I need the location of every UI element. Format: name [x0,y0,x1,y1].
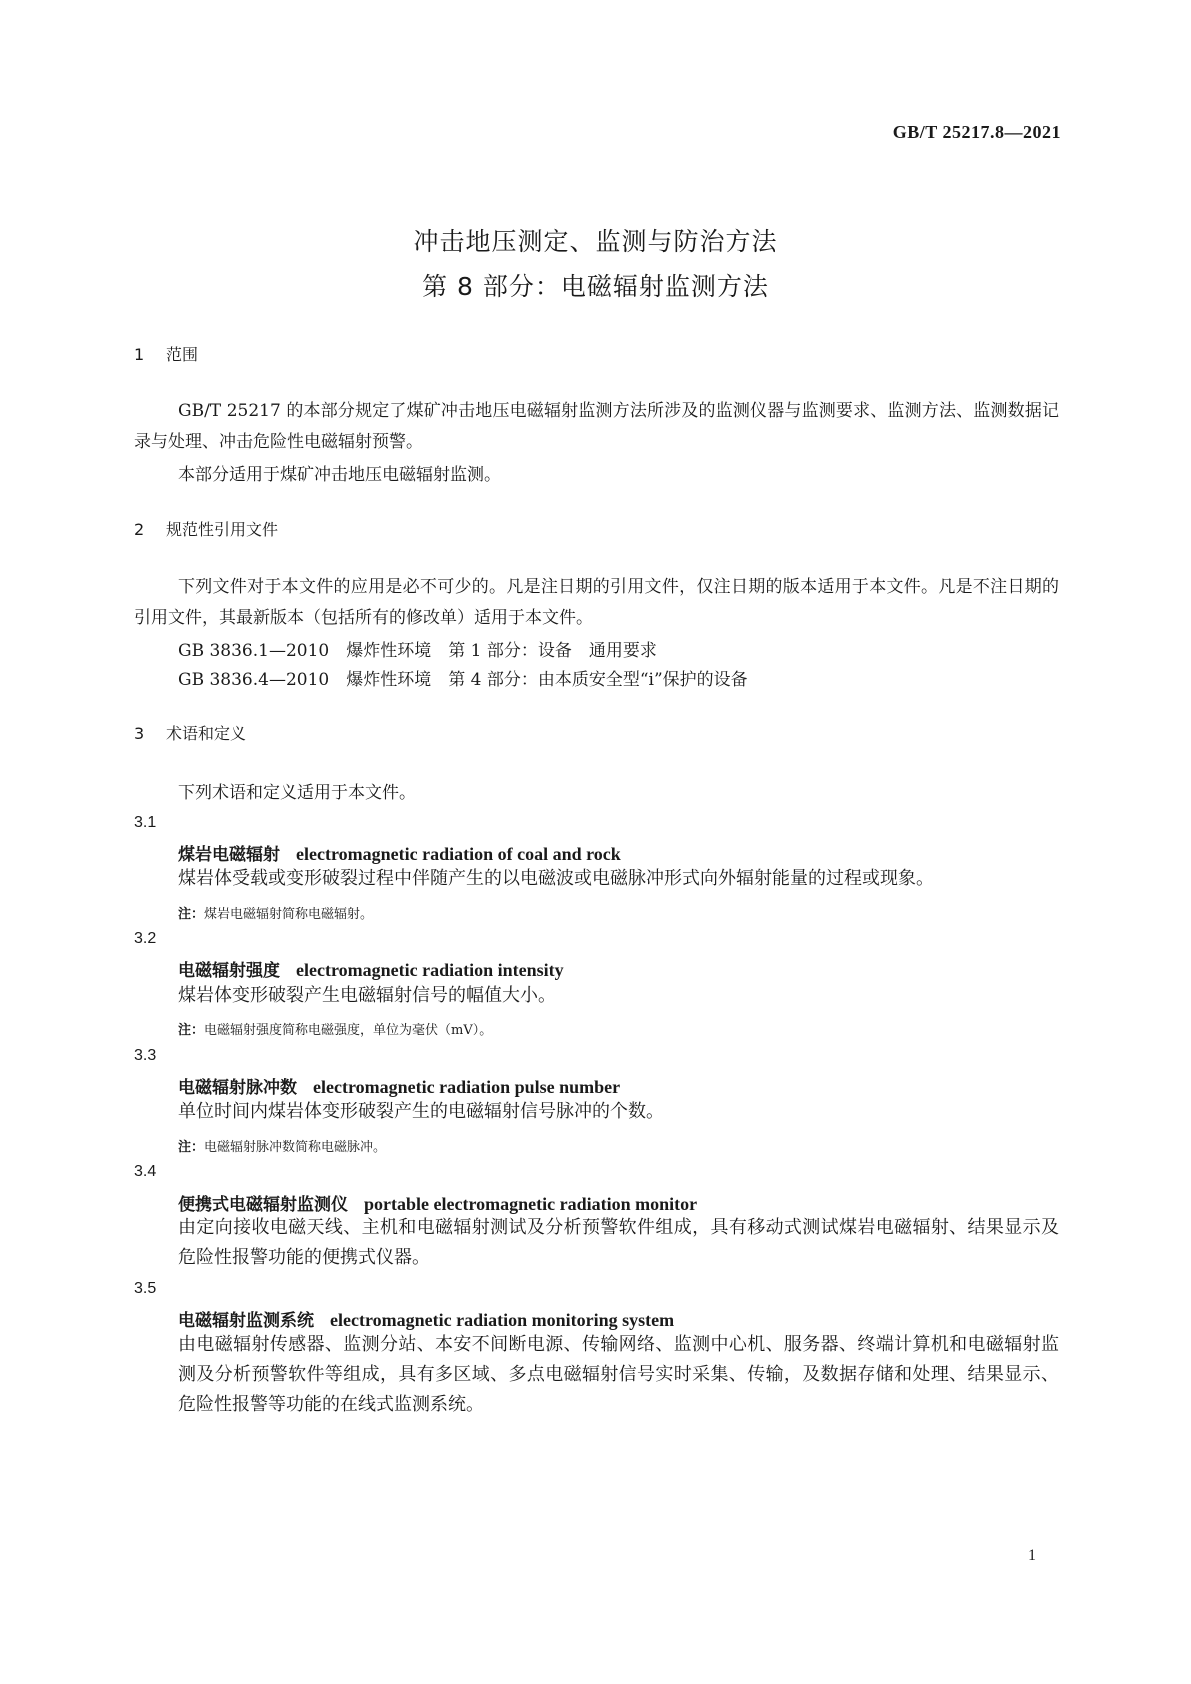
references-paragraph: 下列文件对于本文件的应用是必不可少的。凡是注日期的引用文件，仅注日期的版本适用于本文件。凡是不注日期的引用文件，其最新版本（包括所有的修改单）适用于本文件。 [134,577,1059,628]
scope-paragraph-1: GB/T 25217 的本部分规定了煤矿冲击地压电磁辐射监测方法所涉及的监测仪器与监测要求、监测方法、监测数据记录与处理、冲击危险性电磁辐射预警。 [134,401,1059,452]
clause-number: 3.2 [134,930,157,947]
document-title-line2: 第 8 部分：电磁辐射监测方法 [422,272,769,301]
term-chinese: 煤岩电磁辐射 [178,845,280,865]
note-text: 煤岩电磁辐射简称电磁辐射。 [204,907,374,922]
section-number: 3 [134,724,145,743]
section-heading-scope [134,342,198,365]
document-code: GB/T 25217.8—2021 [892,122,1061,142]
term-entry [178,956,564,981]
section-number: 1 [134,345,145,364]
note-text: 电磁辐射脉冲数简称电磁脉冲。 [204,1140,387,1155]
term-entry [178,1190,697,1215]
section-number: 2 [134,520,145,539]
term-note [178,1136,386,1155]
term-chinese: 电磁辐射强度 [178,961,280,981]
terms-intro: 下列术语和定义适用于本文件。 [178,783,416,803]
term-entry [178,1073,620,1098]
term-entry [178,1306,674,1331]
section-heading-normative-references [134,517,278,540]
term-chinese: 电磁辐射监测系统 [178,1311,314,1331]
term-entry [178,840,621,865]
term-english: electromagnetic radiation intensity [296,960,564,980]
term-note [178,1019,492,1038]
section-title: 范围 [166,345,199,364]
term-definition: 煤岩体变形破裂产生电磁辐射信号的幅值大小。 [178,985,556,1006]
clause-number: 3.3 [134,1047,157,1064]
reference-item: GB 3836.1—2010 爆炸性环境 第 1 部分：设备 通用要求 [178,641,657,661]
document-title-line1: 冲击地压测定、监测与防治方法 [413,227,778,256]
reference-item: GB 3836.4—2010 爆炸性环境 第 4 部分：由本质安全型“i”保护的设备 [178,670,748,690]
term-note [178,903,373,922]
term-definition: 由电磁辐射传感器、监测分站、本安不间断电源、传输网络、监测中心机、服务器、终端计算机和电磁辐射监测及分析预警软件等组成，具有多区域、多点电磁辐射信号实时采集、传输，及数据存储和处理、结果显示、危险性报警等功能的在线式监测系统。 [178,1334,1059,1415]
note-label: 注： [178,1023,205,1038]
page-number: 1 [1028,1547,1036,1564]
section-title: 规范性引用文件 [166,520,279,539]
section-heading-terms [134,721,246,744]
note-text: 电磁辐射强度简称电磁强度，单位为毫伏（mV）。 [204,1023,493,1038]
section-title: 术语和定义 [166,724,247,743]
term-english: portable electromagnetic radiation monitor [364,1194,698,1214]
clause-number: 3.4 [134,1163,157,1180]
clause-number: 3.1 [134,814,157,831]
term-english: electromagnetic radiation pulse number [313,1077,621,1097]
clause-number: 3.5 [134,1280,157,1297]
note-label: 注： [178,1140,205,1155]
note-label: 注： [178,907,205,922]
term-english: electromagnetic radiation monitoring system [330,1310,675,1330]
term-english: electromagnetic radiation of coal and rock [296,844,621,864]
term-chinese: 便携式电磁辐射监测仪 [178,1195,348,1215]
term-definition: 由定向接收电磁天线、主机和电磁辐射测试及分析预警软件组成，具有移动式测试煤岩电磁辐射、结果显示及危险性报警功能的便携式仪器。 [178,1217,1059,1268]
term-definition: 煤岩体受载或变形破裂过程中伴随产生的以电磁波或电磁脉冲形式向外辐射能量的过程或现象。 [178,868,934,889]
term-definition: 单位时间内煤岩体变形破裂产生的电磁辐射信号脉冲的个数。 [178,1101,664,1122]
scope-paragraph-2: 本部分适用于煤矿冲击地压电磁辐射监测。 [178,465,501,485]
term-chinese: 电磁辐射脉冲数 [178,1078,297,1098]
